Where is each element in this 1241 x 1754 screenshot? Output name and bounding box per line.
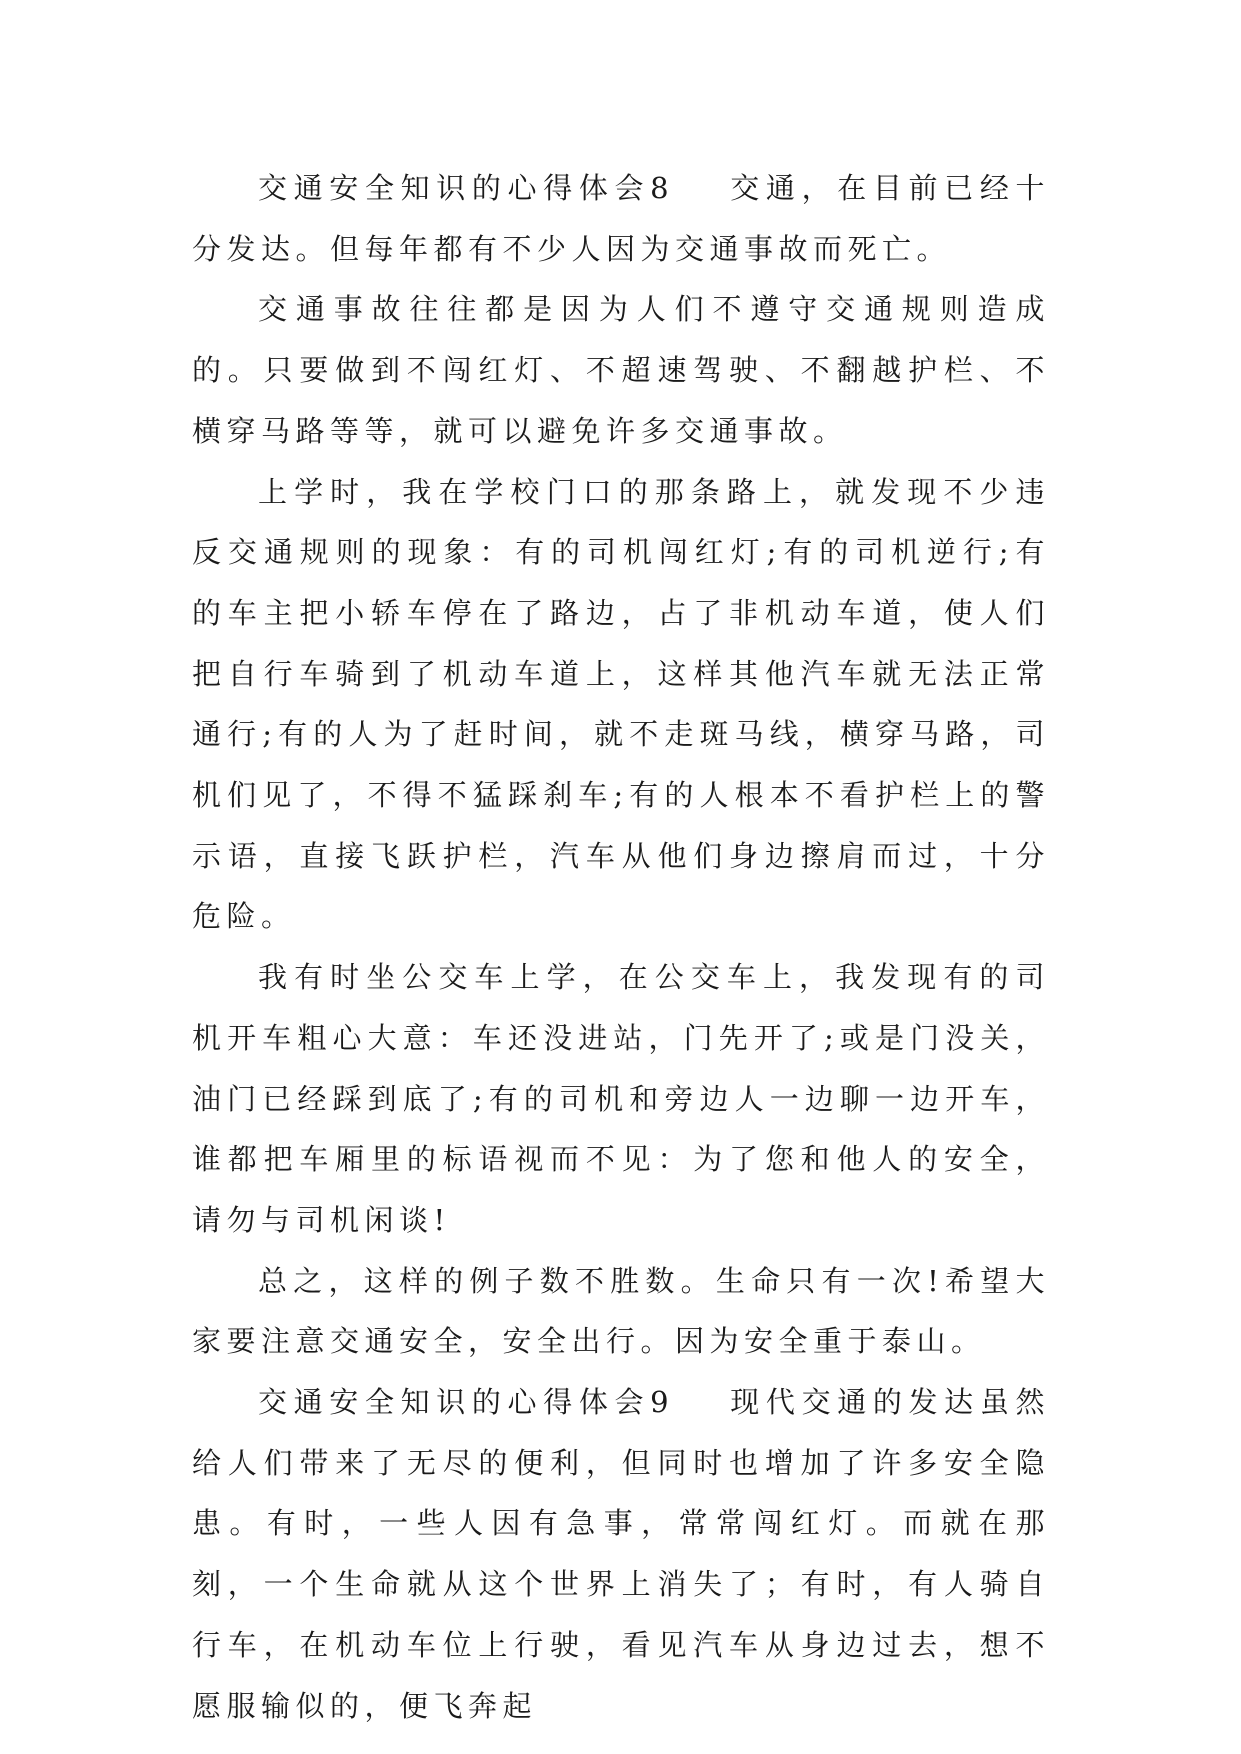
section-8-intro: 交通，在目前已经十分发达。但每年都有不少人因为交通事故而死亡。 — [192, 171, 1050, 266]
paragraph: 上学时，我在学校门口的那条路上，就发现不少违反交通规则的现象：有的司机闯红灯;有的司机逆行;有的车主把小轿车停在了路边，占了非机动车道，使人们把自行车骑到了机动车道上，这样其他汽车就无法正常通行;有的人为了赶时间，就不走斑马线，横穿马路，司机们见了，不得不猛踩刹车;有的人根本不看护栏上的警示语，直接飞跃护栏，汽车从他们身边擦肩而过，十分危险。 — [192, 474, 1050, 934]
paragraph: 交通事故往往都是因为人们不遵守交通规则造成的。只要做到不闯红灯、不超速驾驶、不翻越护栏、不横穿马路等等，就可以避免许多交通事故。 — [192, 292, 1050, 448]
section-8-paragraph — [192, 158, 1050, 279]
section-9-paragraph — [192, 1372, 1050, 1736]
paragraph: 我有时坐公交车上学，在公交车上，我发现有的司机开车粗心大意：车还没进站，门先开了;或是门没关，油门已经踩到底了;有的司机和旁边人一边聊一边开车，谁都把车厢里的标语视而不见：为了您和他人的安全，请勿与司机闲谈! — [192, 960, 1050, 1237]
document-body — [192, 158, 1050, 1736]
section-8-heading: 交通安全知识的心得体会8 — [258, 171, 675, 205]
paragraph: 总之，这样的例子数不胜数。生命只有一次!希望大家要注意交通安全，安全出行。因为安全重于泰山。 — [192, 1263, 1050, 1359]
section-9-heading: 交通安全知识的心得体会9 — [258, 1385, 675, 1420]
section-9-intro: 现代交通的发达虽然给人们带来了无尽的便利，但同时也增加了许多安全隐患。有时，一些人因有急事，常常闯红灯。而就在那刻，一个生命就从这个世界上消失了；有时，有人骑自行车，在机动车位上行驶，看见汽车从身边过去，想不愿服输似的，便飞奔起 — [192, 1385, 1050, 1723]
